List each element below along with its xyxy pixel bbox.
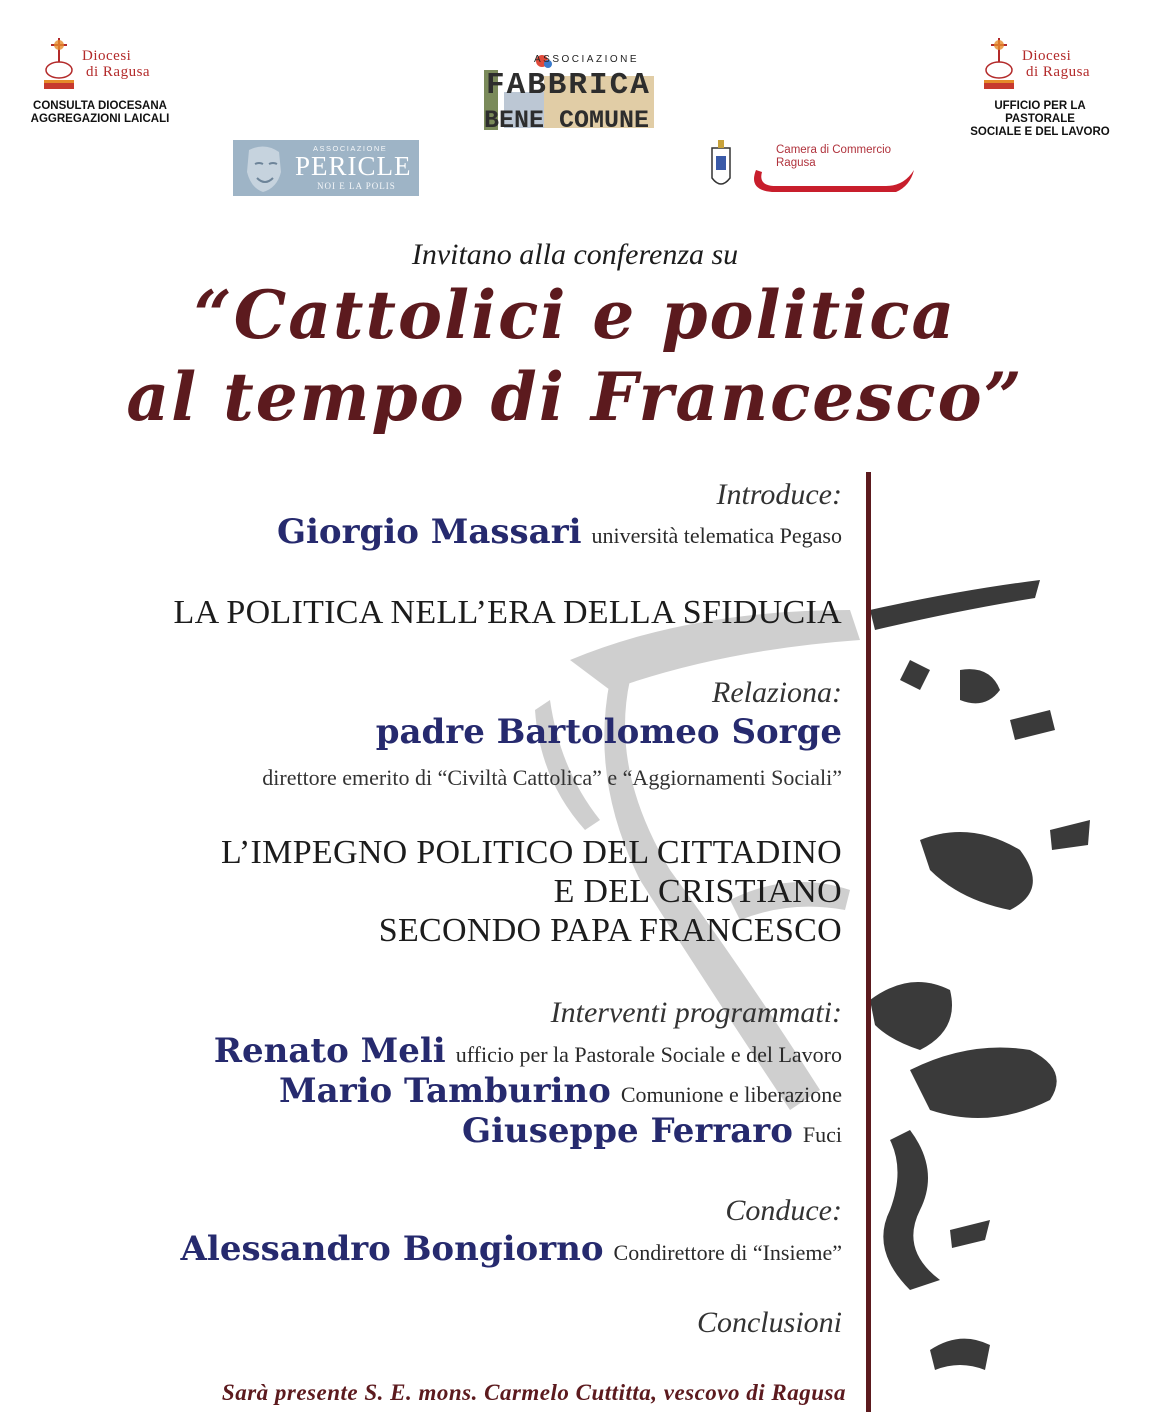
- speaker-name: Renato Meli: [213, 1031, 446, 1071]
- pericle-subtitle: NOI E LA POLIS: [317, 181, 396, 191]
- relaziona-topic-line2: E DEL CRISTIANO: [553, 873, 842, 910]
- conclusioni-label: Conclusioni: [696, 1306, 842, 1339]
- fabbrica-assoc-label: ASSOCIAZIONE: [534, 54, 640, 65]
- relaziona-label: Relaziona:: [712, 676, 842, 709]
- conduce-label: Conduce:: [725, 1194, 842, 1227]
- conference-title-line2: al tempo di Francesco”: [126, 358, 1024, 436]
- camera-line1: Camera di Commercio: [776, 144, 892, 156]
- speaker-affiliation: Comunione e liberazione: [620, 1082, 842, 1107]
- conference-title-line1: “Cattolici e politica: [193, 276, 957, 354]
- diocesi-ragusa-logo-left: [20, 36, 180, 126]
- intervento-row: [279, 1071, 842, 1111]
- pericle-name: PERICLE: [295, 151, 412, 181]
- speaker-affiliation: ufficio per la Pastorale Sociale e del Lavoro: [455, 1042, 842, 1067]
- speaker-affiliation: università telematica Pegaso: [591, 523, 842, 548]
- intervento-row: [214, 1031, 842, 1071]
- intervento-row: [462, 1111, 842, 1151]
- fabbrica-bene-comune-logo: [484, 52, 666, 142]
- diocesi-name-line1: Diocesi: [82, 48, 132, 64]
- speaker-name: Alessandro Bongiorno: [180, 1229, 604, 1269]
- diocesi-name-line2: di Ragusa: [1026, 64, 1091, 80]
- relaziona-note: direttore emerito di “Civiltà Cattolica” e “Aggiornamenti Sociali”: [262, 765, 842, 790]
- vertical-rule: [866, 472, 871, 1412]
- fabbrica-word: FABBRICA: [486, 68, 651, 103]
- relaziona-topic-line3: SECONDO PAPA FRANCESCO: [378, 912, 842, 949]
- red-swoosh-icon: [746, 164, 916, 198]
- lamb-emblem-icon: [980, 36, 1018, 94]
- speaker-affiliation: Fuci: [802, 1122, 842, 1147]
- diocesi-caption-line2: AGGREGAZIONI LAICALI: [30, 113, 170, 125]
- speaker-name: Giorgio Massari: [276, 512, 582, 552]
- relaziona-topic-line1: L’IMPEGNO POLITICO DEL CITTADINO: [220, 834, 842, 871]
- coat-of-arms-icon: [706, 138, 736, 198]
- camera-commercio-ragusa-logo: [706, 138, 916, 200]
- camera-line2: Ragusa: [776, 157, 816, 169]
- conduce-speaker-line: [181, 1229, 842, 1269]
- diocesi-name-line2: di Ragusa: [86, 64, 151, 80]
- diocesi-ragusa-logo-right: [960, 36, 1120, 139]
- introduce-label: Introduce:: [716, 478, 842, 511]
- interventi-label: Interventi programmati:: [550, 996, 842, 1029]
- pericles-bust-icon: [239, 142, 291, 194]
- introduce-topic: LA POLITICA NELL’ERA DELLA SFIDUCIA: [173, 594, 842, 631]
- diocesi-caption-line1: UFFICIO PER LA PASTORALE: [994, 100, 1086, 125]
- diocesi-name-line1: Diocesi: [1022, 48, 1072, 64]
- invite-line: Invitano alla conferenza su: [411, 238, 739, 271]
- bene-comune-word: BENE COMUNE: [484, 106, 650, 135]
- relaziona-speaker: padre Bartolomeo Sorge: [375, 712, 842, 752]
- introduce-speaker-line: [277, 512, 842, 552]
- speaker-name: Mario Tamburino: [279, 1071, 611, 1111]
- pericle-logo: [233, 140, 419, 196]
- speaker-affiliation: Condirettore di “Insieme”: [613, 1240, 842, 1265]
- pericle-assoc-label: ASSOCIAZIONE: [313, 144, 388, 153]
- diocesi-caption-line1: CONSULTA DIOCESANA: [33, 100, 167, 112]
- lamb-emblem-icon: [40, 36, 78, 94]
- footer-note: Sarà presente S. E. mons. Carmelo Cuttitta, vescovo di Ragusa: [221, 1380, 846, 1405]
- speaker-name: Giuseppe Ferraro: [462, 1111, 793, 1151]
- diocesi-caption-line2: SOCIALE E DEL LAVORO: [970, 126, 1110, 138]
